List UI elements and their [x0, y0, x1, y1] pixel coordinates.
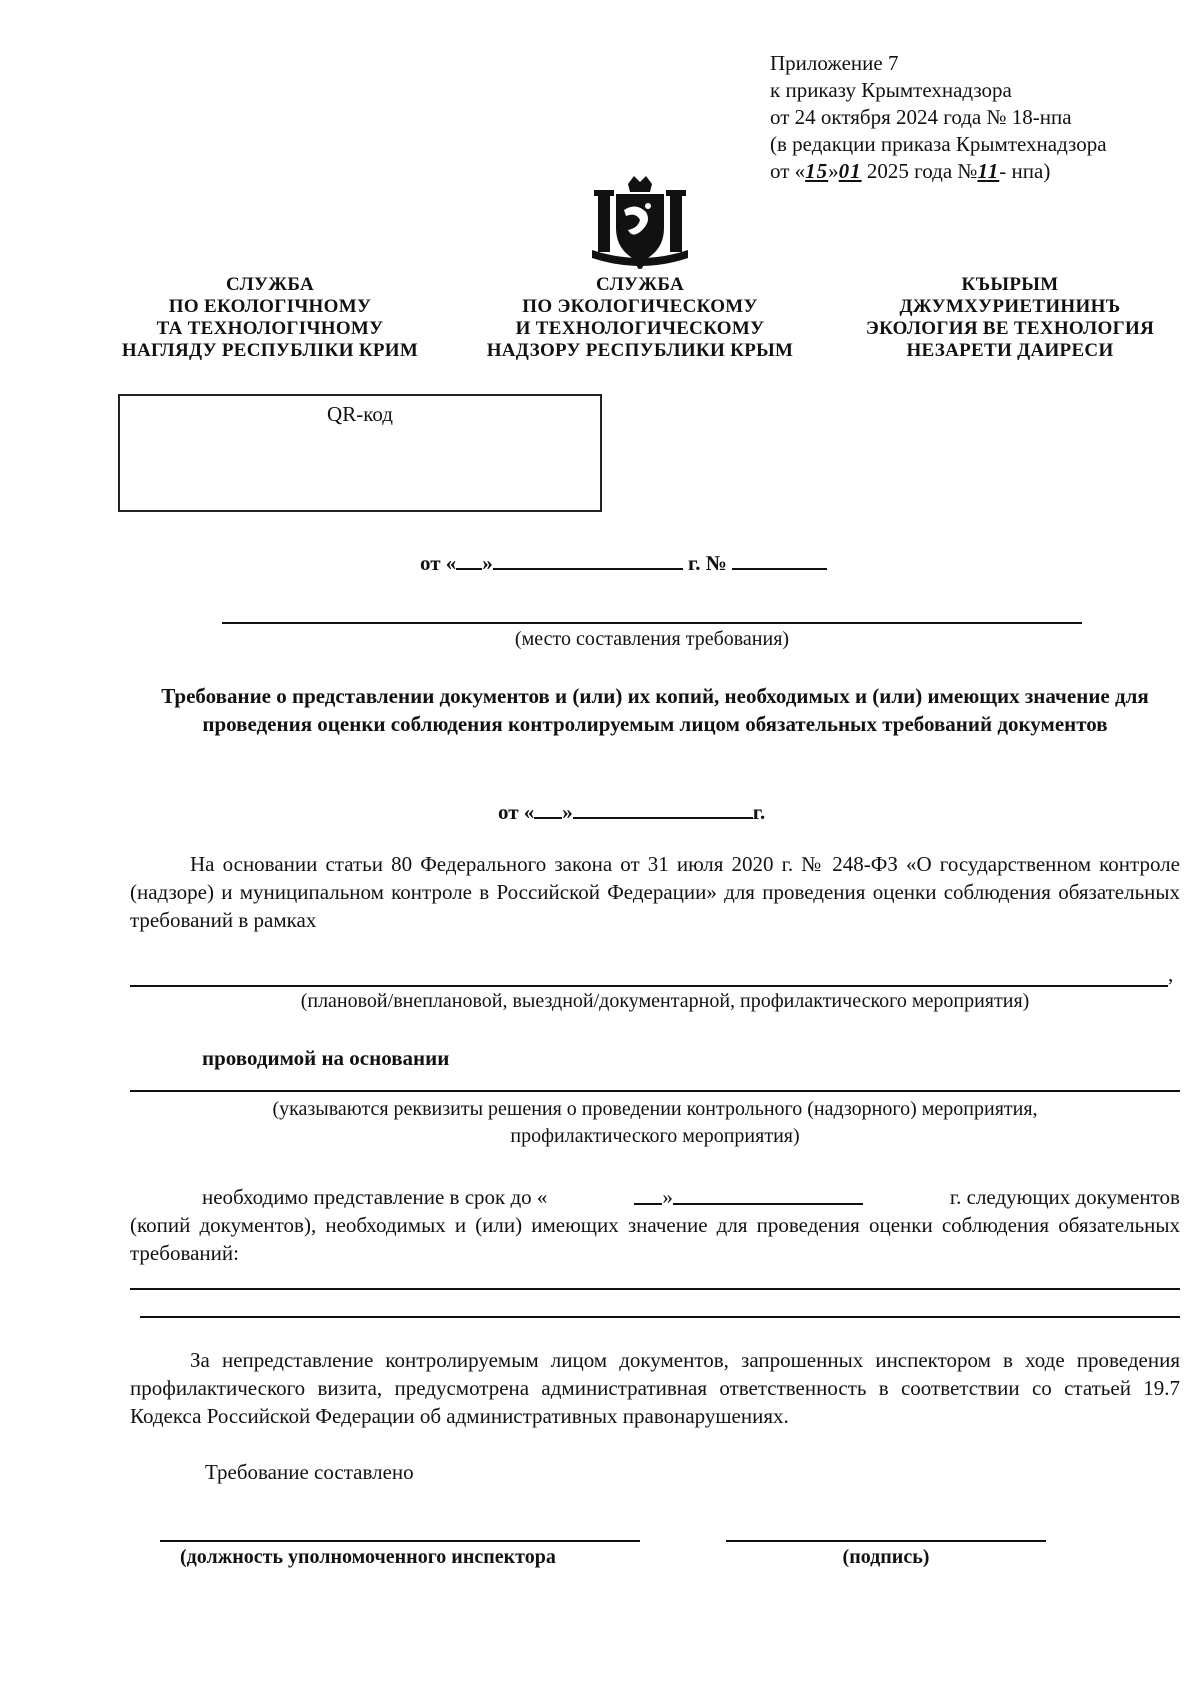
required-deadline-line: необходимо представление в срок до « » г. следующих документов	[202, 1185, 1180, 1209]
signature-blank-line[interactable]	[726, 1540, 1046, 1542]
place-caption: (место составления требования)	[514, 628, 790, 650]
title-day-blank[interactable]	[534, 797, 562, 819]
inspection-type-caption: (плановой/внеплановой, выездной/документарной, профилактического мероприятия)	[300, 990, 1030, 1012]
inspection-type-blank-line[interactable]	[130, 985, 1168, 987]
org-name-russian: СЛУЖБА ПО ЭКОЛОГИЧЕСКОМУ И ТЕХНОЛОГИЧЕСКОМУ НАДЗОРУ РЕСПУБЛИКИ КРЫМ	[486, 274, 794, 361]
annex-line: (в редакции приказа Крымтехнадзора	[770, 132, 1107, 156]
annex-line: к приказу Крымтехнадзора	[770, 78, 1012, 102]
annex-line: от 24 октября 2024 года № 18-нпа	[770, 105, 1072, 129]
crimea-coat-of-arms-icon	[588, 170, 692, 270]
title-month-blank[interactable]	[573, 797, 753, 819]
deadline-month-blank[interactable]	[673, 1183, 863, 1205]
qr-code-label: QR-код	[327, 402, 393, 426]
handwritten-day: 15	[805, 159, 829, 183]
required-documents-text: (копий документов), необходимых и (или) имеющих значение для проведения оценки соблюдения обязательных требований:	[130, 1213, 1180, 1265]
day-blank[interactable]	[456, 548, 482, 570]
document-title: Требование о представлении документов и (или) их копий, необходимых и (или) имеющих значение для проведения оценки соблюдения контролируемым лицом обязательных требований документов	[161, 684, 1149, 736]
number-blank[interactable]	[732, 548, 827, 570]
required-documents-paragraph	[130, 1183, 1180, 1267]
document-date-number-line: от « » г. №	[420, 548, 827, 576]
composed-label: Требование составлено	[205, 1460, 414, 1484]
documents-list-blank-line-1[interactable]	[130, 1288, 1180, 1290]
inspector-position-caption: (должность уполномоченного инспектора	[180, 1546, 556, 1568]
decision-details-caption: (указываются реквизиты решения о проведении контрольного (надзорного) мероприятия, профилактического мероприятия)	[272, 1098, 1038, 1147]
annex-edition-line: от «15»01 2025 года №11- нпа)	[770, 159, 1051, 183]
decision-details-blank-line[interactable]	[130, 1090, 1180, 1092]
handwritten-month: 01	[838, 159, 862, 183]
title-date-line: от « » г.	[498, 797, 765, 825]
qr-code-box	[118, 394, 602, 512]
conducted-basis-label: проводимой на основании	[202, 1046, 450, 1070]
liability-paragraph: За непредставление контролируемым лицом документов, запрошенных инспектором в ходе проведения профилактического визита, предусмотрена административная ответственность в соответствии со статьей 19.7 Кодекса Российской Федерации об административных правонарушениях.	[130, 1348, 1180, 1428]
org-name-ukrainian: СЛУЖБА ПО ЕКОЛОГІЧНОМУ ТА ТЕХНОЛОГІЧНОМУ НАГЛЯДУ РЕСПУБЛІКИ КРИМ	[121, 274, 419, 361]
comma: ,	[1168, 962, 1174, 986]
place-blank-line[interactable]	[222, 622, 1082, 624]
basis-paragraph: На основании статьи 80 Федерального закона от 31 июля 2020 г. № 248-ФЗ «О государственном контроле (надзоре) и муниципальном контроле в Российской Федерации» для проведения оценки соблюдения обязательных требований в рамках	[130, 852, 1180, 932]
org-name-crimean-tatar: КЪЫРЫМ ДЖУМХУРИЕТИНИНЪ ЭКОЛОГИЯ ВЕ ТЕХНОЛОГИЯ НЕЗАРЕТИ ДАИРЕСИ	[865, 274, 1155, 361]
deadline-day-blank[interactable]	[634, 1183, 662, 1205]
documents-list-blank-line-2[interactable]	[140, 1316, 1180, 1318]
annex-header	[770, 50, 1107, 185]
annex-line: Приложение 7	[770, 51, 899, 75]
signature-caption: (подпись)	[842, 1546, 930, 1568]
month-blank[interactable]	[493, 548, 683, 570]
handwritten-number: 11	[977, 159, 1000, 183]
inspector-position-blank-line[interactable]	[160, 1540, 640, 1542]
